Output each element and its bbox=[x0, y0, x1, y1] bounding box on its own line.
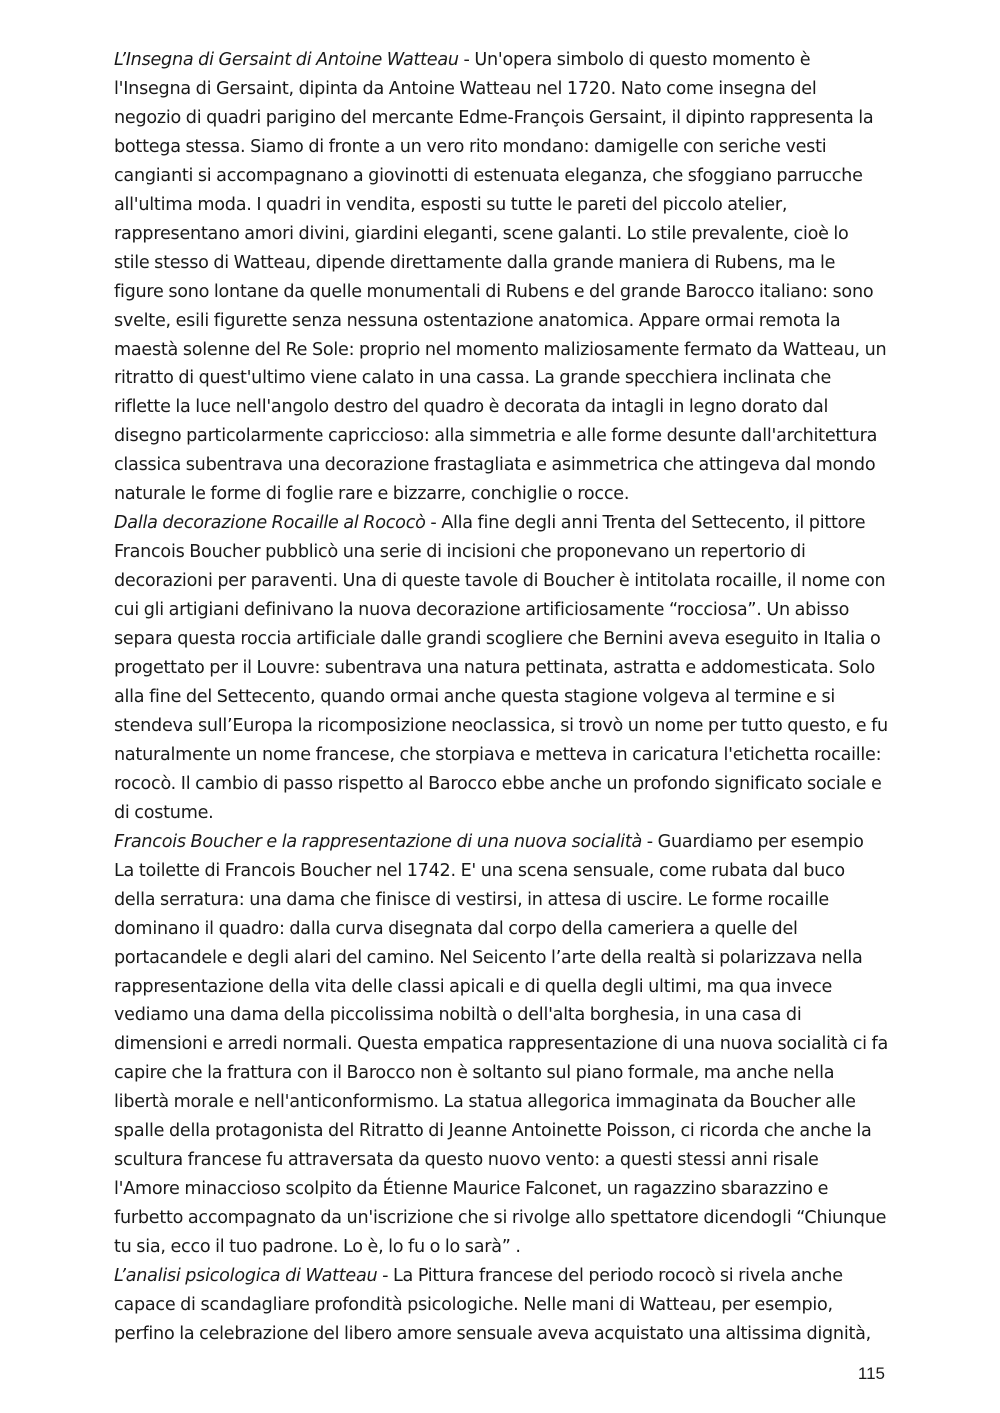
page-number: 115 bbox=[857, 1364, 885, 1383]
paragraph-boucher-socialita bbox=[114, 828, 888, 1262]
section-heading: L’analisi psicologica di Watteau bbox=[114, 1266, 378, 1287]
paragraph-text: - Un'opera simbolo di questo momento è l'Insegna di Gersaint, dipinta da Antoine Watteau nel 1720. Nato come insegna del negozio di quadri parigino del mercante Edme-François Gersaint, il dipinto rappresenta la bottega stessa. Siamo di fronte a un vero rito mondano: damigelle con seriche vesti cangianti si accompagnano a giovinotti di estenuata eleganza, che sfoggiano parrucche all'ultima moda. I quadri in vendita, esposti su tutte le pareti del piccolo atelier, rappresentano amori divini, giardini eleganti, scene galanti. Lo stile prevalente, cioè lo stile stesso di Watteau, dipende direttamente dalla grande maniera di Rubens, ma le figure sono lontane da quelle monumentali di Rubens e del grande Barocco italiano: sono svelte, esili figurette senza nessuna ostentazione anatomica. Appare ormai remota la maestà solenne del Re Sole: proprio nel momento maliziosamente fermato da Watteau, un ritratto di quest'ultimo viene calato in una cassa. La grande specchiera inclinata che riflette la luce nell'angolo destro del quadro è decorata da intagli in legno dorato dal disegno particolarmente capriccioso: alla simmetria e alle forme desunte dall'architettura classica subentrava una decorazione frastagliata e asimmetrica che attingeva dal mondo naturale le forme di foglie rare e bizzarre, conchiglie o rocce. bbox=[114, 50, 887, 505]
paragraph-insegna-gersaint bbox=[114, 46, 888, 509]
paragraph-text: - Guardiamo per esempio La toilette di Francois Boucher nel 1742. E' una scena sensuale, come rubata dal buco della serratura: una dama che finisce di vestirsi, in attesa di uscire. Le forme rocaille dominano il quadro: dalla curva disegnata dal corpo della cameriera a quelle del portacandele e degli alari del camino. Nel Seicento l’arte della realtà si polarizzava nella rappresentazione della vita delle classi apicali e di quella degli ultimi, ma qua invece vediamo una dama della piccolissima nobiltà o dell'alta borghesia, in una casa di dimensioni e arredi normali. Questa empatica rappresentazione di una nuova socialità ci fa capire che la frattura con il Barocco non è soltanto sul piano formale, ma anche nella libertà morale e nell'anticonformismo. La statua allegorica immaginata da Boucher alle spalle della protagonista del Ritratto di Jeanne Antoinette Poisson, ci ricorda che anche la scultura francese fu attraversata da questo nuovo vento: a questi stessi anni risale l'Amore minaccioso scolpito da Étienne Maurice Falconet, un ragazzino sbarazzino e furbetto accompagnato da un'iscrizione che si rivolge allo spettatore dicendogli “Chiunque tu sia, ecco il tuo padrone. Lo è, lo fu o lo sarà” . bbox=[114, 831, 889, 1258]
paragraph-analisi-watteau bbox=[114, 1262, 888, 1349]
paragraph-text: - Alla fine degli anni Trenta del Settecento, il pittore Francois Boucher pubblicò una serie di incisioni che proponevano un repertorio di decorazioni per paraventi. Una di queste tavole di Boucher è intitolata rocaille, il nome con cui gli artigiani definivano la nuova decorazione artificiosamente “rocciosa”. Un abisso separa questa roccia artificiale dalle grandi scogliere che Bernini aveva eseguito in Italia o progettato per il Louvre: subentrava una natura pettinata, astratta e addomesticata. Solo alla fine del Settecento, quando ormai anche questa stagione volgeva al termine e si stendeva sull’Europa la ricomposizione neoclassica, si trovò un nome per tutto questo, e fu naturalmente un nome francese, che storpiava e metteva in caricatura l'etichetta rocaille: rococò. Il cambio di passo rispetto al Barocco ebbe anche un profondo significato sociale e di costume. bbox=[114, 513, 888, 823]
page-body bbox=[114, 46, 888, 1349]
section-heading: Francois Boucher e la rappresentazione di una nuova socialità bbox=[114, 831, 643, 852]
section-heading: L’Insegna di Gersaint di Antoine Watteau bbox=[114, 50, 459, 70]
paragraph-text: - La Pittura francese del periodo rococò si rivela anche capace di scandagliare profondità psicologiche. Nelle mani di Watteau, per esempio, perfino la celebrazione del libero amore sensuale aveva acquistato una altissima dignità, bbox=[114, 1266, 871, 1344]
paragraph-rocaille-rococo bbox=[114, 509, 888, 827]
section-heading: Dalla decorazione Rocaille al Rococò bbox=[114, 513, 426, 534]
